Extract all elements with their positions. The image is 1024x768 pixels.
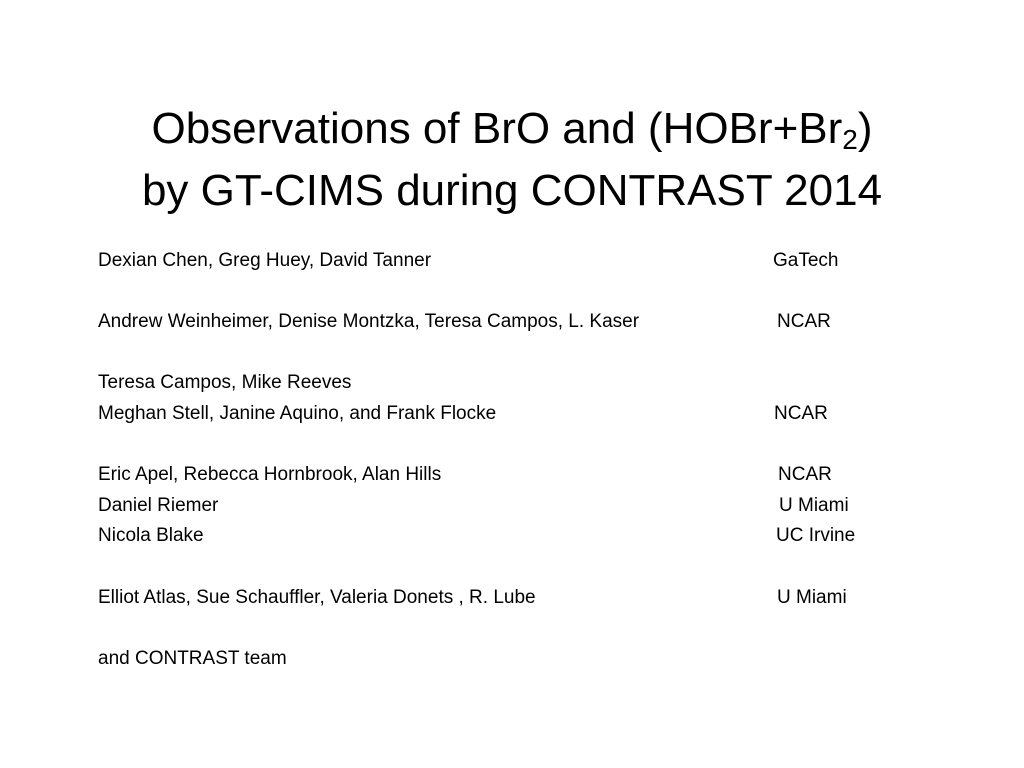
credit-row-blank [98, 277, 898, 308]
title-line-1 [0, 98, 1024, 160]
title-line-1-text: Observations of BrO and (HOBr+Br [151, 104, 843, 153]
credit-names: Dexian Chen, Greg Huey, David Tanner [98, 250, 432, 271]
credits-list [98, 246, 898, 674]
credit-row [98, 644, 898, 675]
credit-names: Meghan Stell, Janine Aquino, and Frank Flocke [98, 402, 497, 424]
slide-title [0, 98, 1024, 222]
credit-row [98, 368, 898, 399]
credit-affiliation: NCAR [778, 464, 832, 486]
credit-affiliation: U Miami [779, 494, 849, 516]
credit-affiliation: UC Irvine [776, 525, 856, 547]
credit-names: Elliot Atlas, Sue Schauffler, Valeria Donets , R. Lube [98, 586, 536, 608]
credit-affiliation: GaTech [773, 250, 839, 271]
credit-row [98, 460, 898, 491]
title-subscript: 2 [842, 124, 858, 155]
credit-row [98, 521, 898, 552]
credit-affiliation: NCAR [774, 402, 828, 424]
credit-row-blank [98, 552, 898, 583]
credit-names: Teresa Campos, Mike Reeves [98, 372, 352, 394]
credit-row [98, 246, 898, 277]
credit-names: and CONTRAST team [98, 647, 287, 669]
credit-affiliation: U Miami [777, 586, 847, 608]
credit-row-blank [98, 430, 898, 461]
title-line-2: by GT-CIMS during CONTRAST 2014 [141, 166, 883, 215]
credit-row-blank [98, 338, 898, 369]
credit-names: Daniel Riemer [98, 494, 219, 516]
credit-row [98, 491, 898, 522]
credit-row [98, 583, 898, 614]
credit-row [98, 399, 898, 430]
credit-names: Eric Apel, Rebecca Hornbrook, Alan Hills [98, 464, 442, 486]
credit-names: Nicola Blake [98, 525, 204, 547]
credit-row [98, 307, 898, 338]
credit-affiliation: NCAR [777, 311, 831, 333]
credit-names: Andrew Weinheimer, Denise Montzka, Teresa Campos, L. Kaser [98, 311, 640, 333]
credit-row-blank [98, 613, 898, 644]
title-line-1-suffix: ) [857, 104, 873, 153]
